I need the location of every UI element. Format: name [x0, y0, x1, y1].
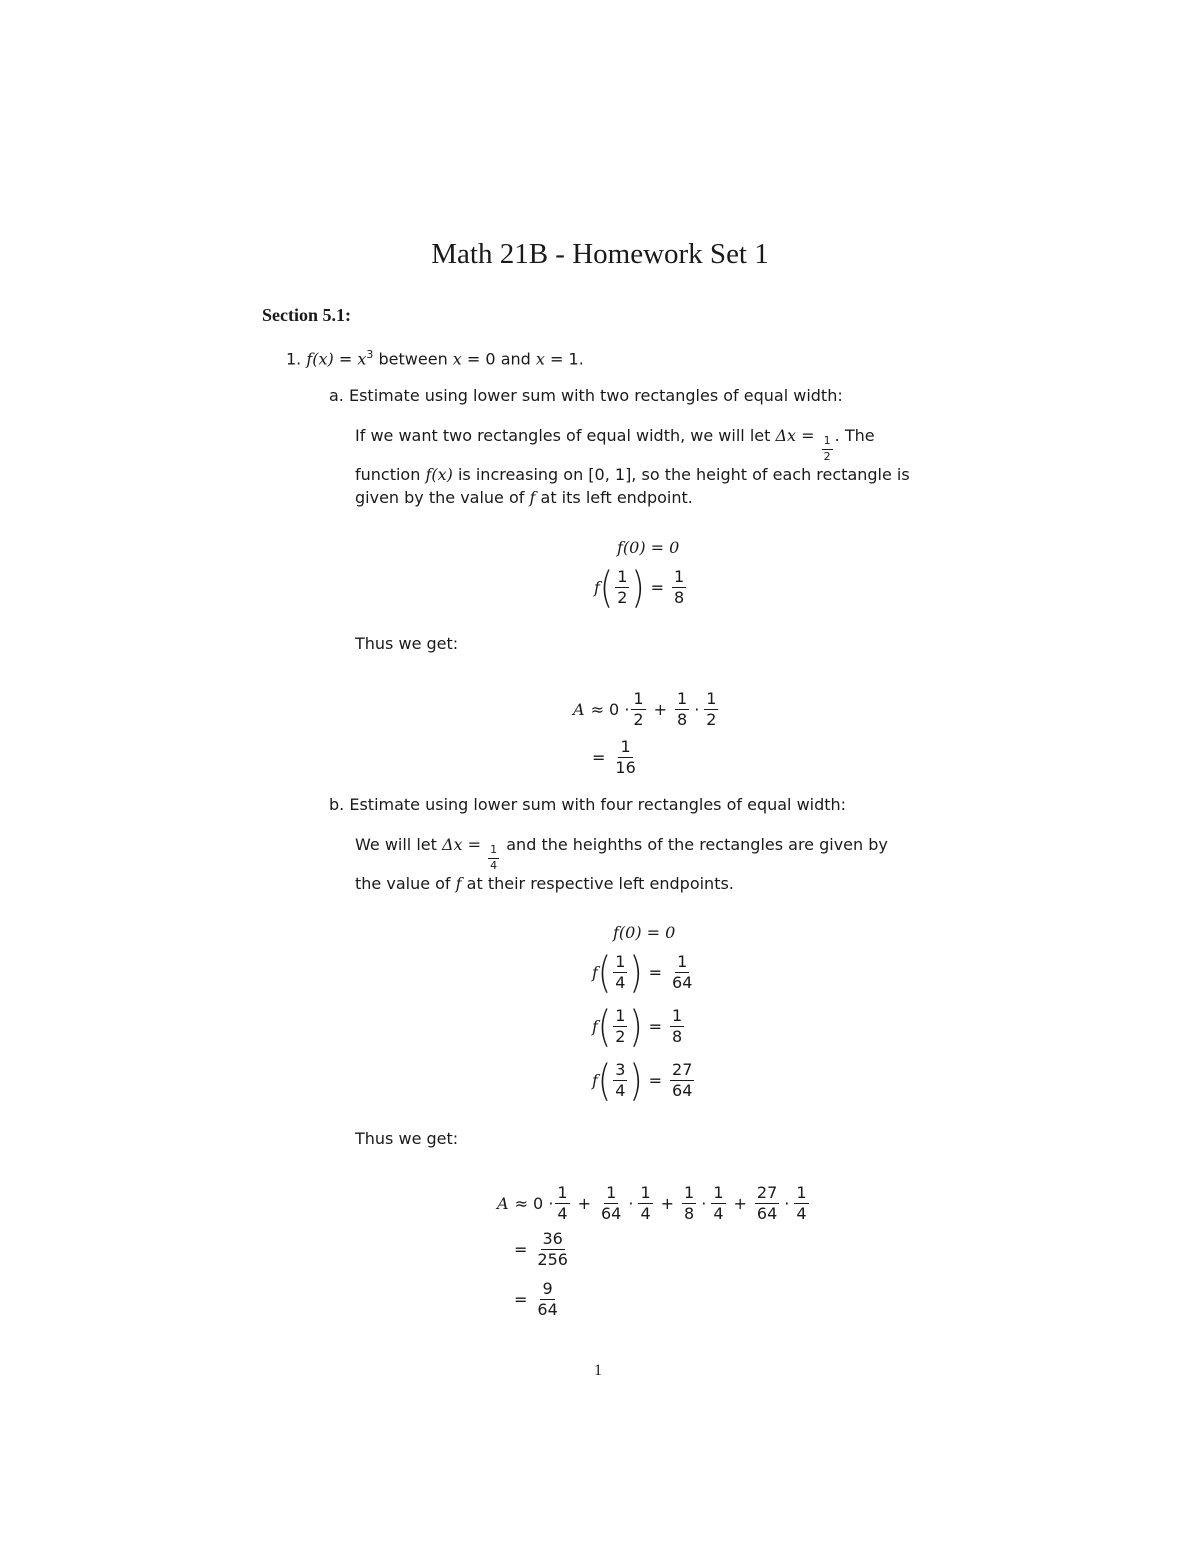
paragraph-text: the value of: [355, 874, 451, 894]
fraction-denominator: 2: [633, 710, 644, 730]
fraction-denominator: 8: [672, 1027, 683, 1047]
fraction-denominator: 64: [672, 973, 693, 993]
function-expr: f(x): [306, 349, 334, 369]
fraction-numerator: 27: [755, 1184, 779, 1204]
area-result-b1: [514, 1230, 572, 1270]
part-a-heading-text: Estimate using lower sum with two rectangles of equal width:: [348, 386, 843, 405]
fraction: [675, 690, 689, 730]
fraction-numerator: 1: [618, 738, 632, 758]
page-title: Math 21B - Homework Set 1: [431, 238, 769, 270]
fraction-numerator: 3: [613, 1061, 627, 1081]
var-x: x: [535, 349, 545, 369]
equation-text: f(0) = 0: [613, 923, 676, 942]
fraction-denominator: 2: [823, 449, 831, 463]
fraction: [631, 690, 645, 730]
fraction: [682, 1184, 696, 1224]
equals-sign: =: [514, 1240, 528, 1260]
fraction-numerator: 1: [675, 690, 689, 710]
fraction-numerator: 1: [638, 1184, 652, 1204]
fraction-numerator: 27: [670, 1061, 694, 1081]
fraction: [822, 435, 833, 463]
var-x: x: [452, 349, 462, 369]
fraction-numerator: 1: [613, 1007, 627, 1027]
fraction-numerator: 1: [675, 953, 689, 973]
var-x: x: [357, 349, 367, 369]
equation-f-half: [594, 562, 688, 613]
thus-text: Thus we get:: [355, 1129, 459, 1148]
fraction-denominator: 256: [537, 1250, 568, 1270]
fraction-numerator: 1: [488, 844, 499, 859]
paragraph-text: is increasing on [0, 1], so the height of each rectangle is: [457, 465, 910, 485]
plus-sign: +: [733, 1194, 747, 1214]
fraction-denominator: 2: [706, 710, 717, 730]
fraction: [670, 953, 694, 993]
fraction: [670, 1007, 684, 1047]
plus-sign: +: [577, 1194, 591, 1214]
fraction-denominator: 8: [674, 588, 685, 608]
fraction-numerator: 1: [615, 568, 629, 588]
equation-f-three-quarters: [592, 1055, 696, 1106]
part-b-heading: [329, 793, 846, 816]
equals-sign: =: [592, 748, 606, 768]
problem-number: 1.: [286, 349, 302, 369]
part-a-heading: [329, 384, 843, 407]
fraction-denominator: 64: [601, 1204, 622, 1224]
function-expr: f(x): [425, 465, 453, 485]
dot-operator: ·: [784, 1194, 790, 1214]
part-b-heading-text: Estimate using lower sum with four rectangles of equal width:: [349, 795, 847, 814]
paragraph-text: . The: [834, 426, 875, 445]
fraction-numerator: 1: [613, 953, 627, 973]
fraction-denominator: 4: [615, 973, 626, 993]
problem-statement: [286, 343, 584, 370]
fraction-denominator: 2: [615, 1027, 626, 1047]
part-a-paragraph: [355, 424, 910, 509]
bound-value: 0: [485, 349, 496, 369]
dot-operator: ·: [701, 1194, 707, 1214]
equals-sign: =: [338, 349, 353, 369]
equals-sign: =: [650, 578, 665, 598]
fraction-numerator: 1: [794, 1184, 808, 1204]
dot-operator: ·: [694, 700, 700, 720]
fraction: [670, 1061, 694, 1101]
fraction-numerator: 1: [672, 568, 686, 588]
equation-f-quarter: [592, 947, 696, 998]
fraction-numerator: 36: [541, 1230, 565, 1250]
section-heading: Section 5.1:: [262, 305, 351, 325]
equation-f0: [617, 538, 679, 557]
function-symbol: f: [592, 963, 598, 983]
area-sum-a: [573, 690, 720, 730]
paragraph-text: at its left endpoint.: [540, 488, 693, 508]
fraction-denominator: 64: [756, 1204, 778, 1224]
fraction-numerator: 1: [555, 1184, 569, 1204]
equals-sign: =: [648, 1071, 663, 1091]
page-number: 1: [594, 1362, 602, 1379]
fraction-denominator: 64: [537, 1300, 558, 1320]
fraction-numerator: 1: [604, 1184, 618, 1204]
paragraph-text: function: [355, 465, 421, 485]
fraction-denominator: 8: [684, 1204, 695, 1224]
fraction-numerator: 9: [540, 1280, 554, 1300]
part-b-label: b.: [329, 795, 345, 814]
fraction: [638, 1184, 652, 1224]
fraction-denominator: 4: [796, 1204, 807, 1224]
right-paren: ): [629, 947, 643, 998]
function-symbol: f: [592, 1017, 598, 1037]
equals-sign: =: [550, 349, 564, 369]
fraction-denominator: 2: [617, 588, 628, 608]
fraction: [613, 1061, 627, 1101]
paragraph-text: and the heighths of the rectangles are given by: [506, 835, 888, 854]
left-paren: (: [597, 947, 612, 998]
fraction-denominator: 4: [557, 1204, 568, 1224]
fraction: [794, 1184, 808, 1224]
equals-sign: =: [514, 1290, 528, 1310]
function-symbol: f: [455, 874, 462, 894]
fraction-denominator: 16: [615, 758, 636, 778]
area-result-a: [592, 738, 640, 778]
paragraph-text: at their respective left endpoints.: [466, 874, 734, 894]
fraction: [613, 1007, 627, 1047]
fraction-denominator: 4: [615, 1081, 626, 1101]
and-text: and: [500, 349, 531, 369]
fraction: [535, 1230, 570, 1270]
dot-operator: ·: [628, 1194, 634, 1214]
equals-sign: =: [648, 1017, 663, 1037]
delta-x: Δx =: [441, 835, 482, 854]
equation-text: f(0) = 0: [617, 538, 680, 557]
plus-sign: +: [653, 700, 667, 720]
function-symbol: f: [594, 578, 600, 598]
fraction: [599, 1184, 623, 1224]
left-paren: (: [597, 1055, 612, 1106]
fraction: [711, 1184, 725, 1224]
fraction: [615, 568, 629, 608]
fraction: [555, 1184, 569, 1224]
right-paren: ): [629, 1001, 643, 1052]
plus-sign: +: [660, 1194, 675, 1214]
fraction: [613, 953, 627, 993]
fraction: [613, 738, 637, 778]
fraction-numerator: 1: [822, 435, 833, 450]
equation-f-half: [592, 1001, 686, 1052]
fraction-denominator: 4: [490, 858, 498, 872]
fraction: [535, 1280, 559, 1320]
paragraph-text: given by the value of: [355, 488, 525, 508]
fraction-numerator: 1: [670, 1007, 684, 1027]
approx-term: ≈ 0 ·: [590, 700, 630, 720]
part-b-paragraph: [355, 833, 888, 895]
thus-text: Thus we get:: [355, 634, 459, 653]
right-paren: ): [629, 1055, 643, 1106]
fraction-numerator: 1: [682, 1184, 696, 1204]
part-a-label: a.: [329, 386, 344, 405]
bound-value: 1.: [568, 349, 584, 369]
area-sum-b: [497, 1184, 811, 1224]
between-text: between: [378, 349, 448, 369]
right-paren: ): [631, 562, 645, 613]
equation-f0: [613, 923, 675, 942]
left-paren: (: [599, 562, 614, 613]
fraction-numerator: 1: [704, 690, 718, 710]
equals-sign: =: [648, 963, 663, 983]
function-symbol: f: [592, 1071, 598, 1091]
fraction-numerator: 1: [631, 690, 645, 710]
paragraph-text: We will let: [355, 835, 437, 854]
equals-sign: =: [466, 349, 481, 369]
left-paren: (: [597, 1001, 612, 1052]
fraction: [704, 690, 718, 730]
exponent: 3: [366, 348, 374, 361]
fraction: [488, 844, 499, 872]
fraction-denominator: 4: [640, 1204, 651, 1224]
fraction-denominator: 8: [677, 710, 688, 730]
area-result-b2: [514, 1280, 562, 1320]
paragraph-text: If we want two rectangles of equal width, we will let: [355, 426, 771, 445]
fraction-denominator: 64: [672, 1081, 693, 1101]
approx-term: ≈ 0 ·: [514, 1194, 554, 1214]
fraction-denominator: 4: [713, 1204, 724, 1224]
function-symbol: f: [529, 488, 536, 508]
fraction: [672, 568, 686, 608]
delta-x: Δx =: [775, 426, 815, 445]
area-symbol: A: [497, 1194, 509, 1214]
fraction: [755, 1184, 779, 1224]
area-symbol: A: [573, 700, 585, 720]
fraction-numerator: 1: [711, 1184, 725, 1204]
